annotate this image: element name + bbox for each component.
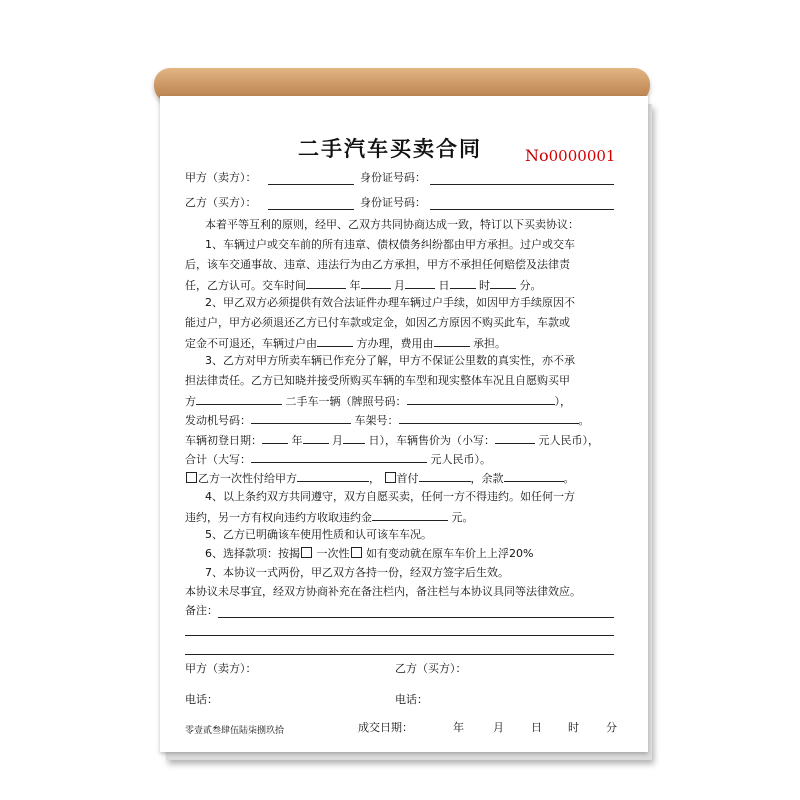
serial-label: No	[525, 146, 549, 165]
hour-label: 时	[479, 279, 490, 292]
total-row	[185, 451, 491, 467]
mortgage-checkbox[interactable]	[301, 547, 312, 558]
remarks-label: 备注：	[185, 604, 218, 617]
balance-label: ，余款	[470, 472, 504, 485]
delivery-time-label: 任，乙方认可。交车时间	[185, 279, 306, 292]
frame-end: 。	[578, 414, 590, 427]
lump-sum-checkbox[interactable]	[186, 472, 197, 483]
deal-date-label: 成交日期：	[358, 721, 413, 734]
party-a-label: 甲方（卖方）：	[185, 171, 257, 184]
clause3-line2: 担法律责任。乙方已知晓并接受所购买车辆的车型和现实整体车况且自愿购买甲	[185, 374, 570, 387]
reg-year-field[interactable]	[262, 432, 288, 444]
delivery-year-field[interactable]	[306, 277, 346, 289]
one-time-checkbox[interactable]	[351, 547, 362, 558]
payment-end: 。	[563, 472, 575, 485]
delivery-day-field[interactable]	[405, 277, 435, 289]
clause7: 7、本协议一式两份，甲乙双方各持一份，经双方签字后生效。	[205, 566, 509, 579]
vehicle-model-field[interactable]	[196, 393, 282, 405]
penalty-unit: 元。	[451, 511, 474, 524]
month-label: 月	[394, 279, 405, 292]
clause3-line3	[185, 393, 571, 409]
frame-label: 车架号：	[354, 414, 399, 427]
engine-number-field[interactable]	[251, 412, 351, 424]
delivery-month-field[interactable]	[361, 277, 391, 289]
serial-number	[525, 146, 615, 165]
delivery-minute-field[interactable]	[490, 277, 516, 289]
engine-label: 发动机号码：	[185, 414, 251, 427]
clause4-line1: 4、以上条约双方共同遵守，双方自愿买卖，任何一方不得违约。如任何一方	[205, 490, 575, 503]
one-time-label: 一次性	[316, 547, 350, 560]
party-b-id-label: 身份证号码：	[360, 196, 426, 209]
intro-text: 本着平等互利的原则，经甲、乙双方共同协商达成一致，特订以下买卖协议：	[205, 218, 579, 231]
fee-party-field[interactable]	[434, 335, 470, 347]
total-uppercase-field[interactable]	[251, 451, 427, 463]
plate-number-field[interactable]	[407, 393, 555, 405]
clause4-line2	[185, 509, 474, 525]
down-payment-checkbox[interactable]	[385, 472, 396, 483]
payment-row	[185, 470, 575, 486]
option-label: 6、选择款项：按揭	[205, 547, 300, 560]
price-label: 日），车辆售价为（小写：	[368, 434, 495, 447]
party-b-field[interactable]	[268, 209, 354, 210]
engine-frame-row	[185, 412, 590, 428]
delivery-hour-field[interactable]	[450, 277, 476, 289]
plate-label: 二手车一辆（牌照号码：	[285, 395, 407, 408]
contract-title: 二手汽车买卖合同	[298, 136, 482, 161]
party-b-signature-label: 乙方（买方）：	[395, 662, 467, 675]
supplement-text: 本协议未尽事宜，经双方协商补充在备注栏内，备注栏与本协议具同等法律效应。	[185, 585, 581, 598]
clause6	[205, 547, 533, 561]
deal-year-label: 年	[453, 721, 464, 734]
deal-hour-label: 时	[568, 721, 579, 734]
price-change-note: 如有变动就在原车车价上上浮20%	[366, 547, 534, 560]
party-a-id-label: 身份证号码：	[360, 171, 426, 184]
penalty-label: 违约，另一方有权向违约方收取违约金	[185, 511, 372, 524]
transfer-party-field[interactable]	[317, 335, 353, 347]
lump-sum-field[interactable]	[297, 470, 369, 482]
footer-numerals: 零壹贰叁肆伍陆柒捌玖拾	[185, 726, 285, 736]
clause5: 5、乙方已明确该车使用性质和认可该车车况。	[205, 528, 432, 541]
reg-month-field[interactable]	[303, 432, 329, 444]
clause3-line1: 3、乙方对甲方所卖车辆已作充分了解，甲方不保证公里数的真实性，亦不承	[205, 354, 575, 367]
serial-value: 0000001	[548, 147, 616, 165]
comma: ，	[369, 472, 380, 485]
price-unit: 元人民币），	[538, 434, 599, 447]
plate-close: ），	[554, 395, 571, 408]
party-a-field[interactable]	[268, 184, 354, 185]
total-unit: 元人民币）。	[430, 453, 491, 466]
lump-sum-label: 乙方一次性付给甲方	[198, 472, 297, 485]
reg-date-label: 车辆初登日期：	[185, 434, 262, 447]
party-b-id-field[interactable]	[430, 209, 614, 210]
deal-minute-label: 分	[606, 721, 617, 734]
year-label: 年	[349, 279, 361, 292]
clause2-line1: 2、甲乙双方必须提供有效合法证件办理车辆过户手续，如因甲方手续原因不	[205, 296, 575, 309]
remarks-line-1[interactable]	[218, 617, 614, 618]
vehicle-prefix: 方	[185, 395, 196, 408]
clause2-line2: 能过户，甲方必须退还乙方已付车款或定金，如因乙方原因不购买此车，车款或	[185, 316, 570, 329]
clause1-line3	[185, 277, 542, 293]
frame-number-field[interactable]	[399, 412, 579, 424]
down-payment-field[interactable]	[419, 470, 471, 482]
reg-year-label: 年	[291, 434, 303, 447]
party-b-phone-label: 电话：	[395, 693, 428, 706]
party-b-label: 乙方（买方）：	[185, 196, 257, 209]
party-a-phone-label: 电话：	[185, 693, 218, 706]
clause1-line1: 1、车辆过户或交车前的所有违章、债权债务纠纷都由甲方承担。过户或交车	[205, 238, 575, 251]
reg-day-field[interactable]	[343, 432, 365, 444]
remarks-line-3[interactable]	[185, 654, 614, 655]
penalty-field[interactable]	[372, 509, 448, 521]
bear-label: 承担。	[473, 337, 506, 350]
transfer-label: 定金不可退还，车辆过户由	[185, 337, 317, 350]
registration-row	[185, 432, 599, 448]
reg-month-label: 月	[332, 434, 343, 447]
day-label: 日	[438, 279, 450, 292]
clause2-line3	[185, 335, 506, 351]
minute-label: 分。	[519, 279, 542, 292]
fee-label: 方办理，费用由	[356, 337, 434, 350]
total-label: 合计（大写：	[185, 453, 251, 466]
down-payment-label: 首付	[396, 472, 419, 485]
price-field[interactable]	[495, 432, 535, 444]
remarks-line-2[interactable]	[185, 635, 614, 636]
party-a-id-field[interactable]	[430, 184, 614, 185]
balance-field[interactable]	[504, 470, 564, 482]
clause1-line2: 后，该车交通事故、违章、违法行为由乙方承担，甲方不承担任何赔偿及法律责	[185, 258, 570, 271]
party-a-signature-label: 甲方（卖方）：	[185, 662, 257, 675]
deal-month-label: 月	[493, 721, 504, 734]
deal-day-label: 日	[531, 721, 542, 734]
contract-sheet	[160, 96, 648, 752]
